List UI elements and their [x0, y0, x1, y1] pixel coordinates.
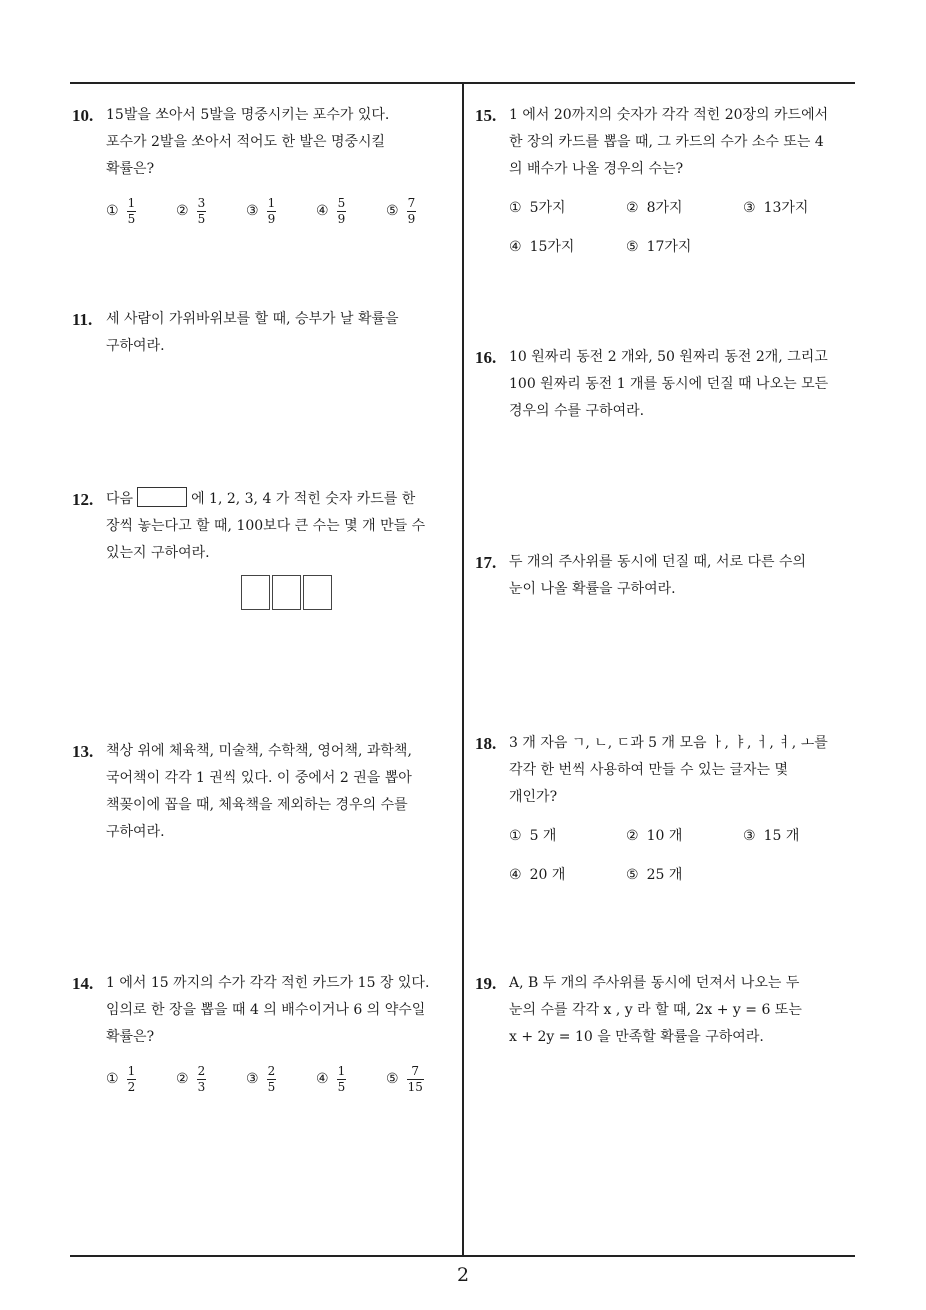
- card-slots: [106, 575, 466, 610]
- choice-1[interactable]: ① 5가지: [509, 200, 566, 216]
- question-17: [475, 549, 861, 603]
- question-number: 16.: [475, 348, 497, 367]
- question-13: [72, 738, 466, 846]
- question-number: 14.: [72, 974, 94, 993]
- choice-5[interactable]: ⑤ $\frac{7}{15}$: [386, 1064, 423, 1094]
- choice-list: [106, 197, 466, 226]
- choice-4[interactable]: ④ $\frac{5}{9}$: [316, 196, 346, 226]
- question-number: 15.: [475, 106, 497, 125]
- question-text-line1: 다음 에 1, 2, 3, 4 가 적힌 숫자 카드를 한: [106, 486, 466, 513]
- choice-2[interactable]: ② 10 개: [626, 828, 683, 844]
- card-slot: [241, 575, 270, 610]
- choice-4[interactable]: ④ 20 개: [509, 867, 566, 883]
- question-number: 13.: [72, 742, 94, 761]
- question-number: 11.: [72, 310, 93, 329]
- question-number: 19.: [475, 974, 497, 993]
- choice-list: [509, 823, 861, 889]
- question-text: 두 개의 주사위를 동시에 던질 때, 서로 다른 수의 눈이 나올 확률을 구하여라.: [509, 554, 807, 597]
- question-number: 12.: [72, 490, 94, 509]
- question-number: 18.: [475, 734, 497, 753]
- blank-box: [137, 487, 187, 507]
- question-text: 10 원짜리 동전 2 개와, 50 원짜리 동전 2개, 그리고 100 원짜리 동전 1 개를 동시에 던질 때 나오는 모든 경우의 수를 구하여라.: [509, 349, 829, 419]
- choice-5[interactable]: ⑤ 25 개: [626, 867, 683, 883]
- question-12: [72, 486, 466, 610]
- bottom-rule: [70, 1255, 855, 1257]
- question-text: 장씩 놓는다고 할 때, 100보다 큰 수는 몇 개 만들 수 있는지 구하여라.: [106, 518, 426, 561]
- choice-list: [106, 1065, 466, 1094]
- question-10: [72, 102, 466, 226]
- choice-3[interactable]: ③ 13가지: [743, 200, 809, 216]
- question-text: 세 사람이 가위바위보를 할 때, 승부가 날 확률을 구하여라.: [106, 311, 399, 354]
- question-14: [72, 970, 466, 1094]
- choice-4[interactable]: ④ $\frac{1}{5}$: [316, 1064, 346, 1094]
- choice-2[interactable]: ② 8가지: [626, 200, 683, 216]
- choice-1[interactable]: ① $\frac{1}{2}$: [106, 1064, 136, 1094]
- question-15: [475, 102, 861, 261]
- choice-1[interactable]: ① 5 개: [509, 828, 557, 844]
- question-text: 15발을 쏘아서 5발을 명중시키는 포수가 있다. 포수가 2발을 쏘아서 적어도 한 발은 명중시킬 확률은?: [106, 107, 390, 177]
- question-text: 3 개 자음 ㄱ, ㄴ, ㄷ과 5 개 모음 ㅏ, ㅑ, ㅓ, ㅕ, ㅗ를 각각 한 번씩 사용하여 만들 수 있는 글자는 몇 개인가?: [509, 735, 828, 805]
- card-slot: [272, 575, 301, 610]
- choice-3[interactable]: ③ $\frac{2}{5}$: [246, 1064, 276, 1094]
- choice-list: [509, 195, 861, 261]
- choice-2[interactable]: ② $\frac{3}{5}$: [176, 196, 206, 226]
- page-number: 2: [456, 1264, 470, 1286]
- question-number: 17.: [475, 553, 497, 572]
- choice-5[interactable]: ⑤ $\frac{7}{9}$: [386, 196, 416, 226]
- choice-2[interactable]: ② $\frac{2}{3}$: [176, 1064, 206, 1094]
- choice-1[interactable]: ① $\frac{1}{5}$: [106, 196, 136, 226]
- question-19: [475, 970, 861, 1051]
- question-text: 1 에서 20까지의 숫자가 각각 적힌 20장의 카드에서 한 장의 카드를 뽑을 때, 그 카드의 수가 소수 또는 4 의 배수가 나올 경우의 수는?: [509, 107, 829, 177]
- choice-5[interactable]: ⑤ 17가지: [626, 239, 692, 255]
- question-18: [475, 730, 861, 889]
- question-16: [475, 344, 861, 425]
- question-11: [72, 306, 466, 360]
- question-text: A, B 두 개의 주사위를 동시에 던져서 나오는 두 눈의 수를 각각 x , y 라 할 때, 2x + y = 6 또는 x + 2y = 10 을 만족할 확률을 구하여라.: [509, 975, 802, 1045]
- choice-3[interactable]: ③ 15 개: [743, 828, 800, 844]
- question-text: 책상 위에 체육책, 미술책, 수학책, 영어책, 과학책, 국어책이 각각 1 권씩 있다. 이 중에서 2 권을 뽑아 책꽂이에 꼽을 때, 체육책을 제외하는 경우의 수를 구하여라.: [106, 743, 412, 840]
- choice-3[interactable]: ③ $\frac{1}{9}$: [246, 196, 276, 226]
- choice-4[interactable]: ④ 15가지: [509, 239, 575, 255]
- card-slot: [303, 575, 332, 610]
- question-text: 1 에서 15 까지의 수가 각각 적힌 카드가 15 장 있다. 임의로 한 장을 뽑을 때 4 의 배수이거나 6 의 약수일 확률은?: [106, 975, 430, 1045]
- question-number: 10.: [72, 106, 94, 125]
